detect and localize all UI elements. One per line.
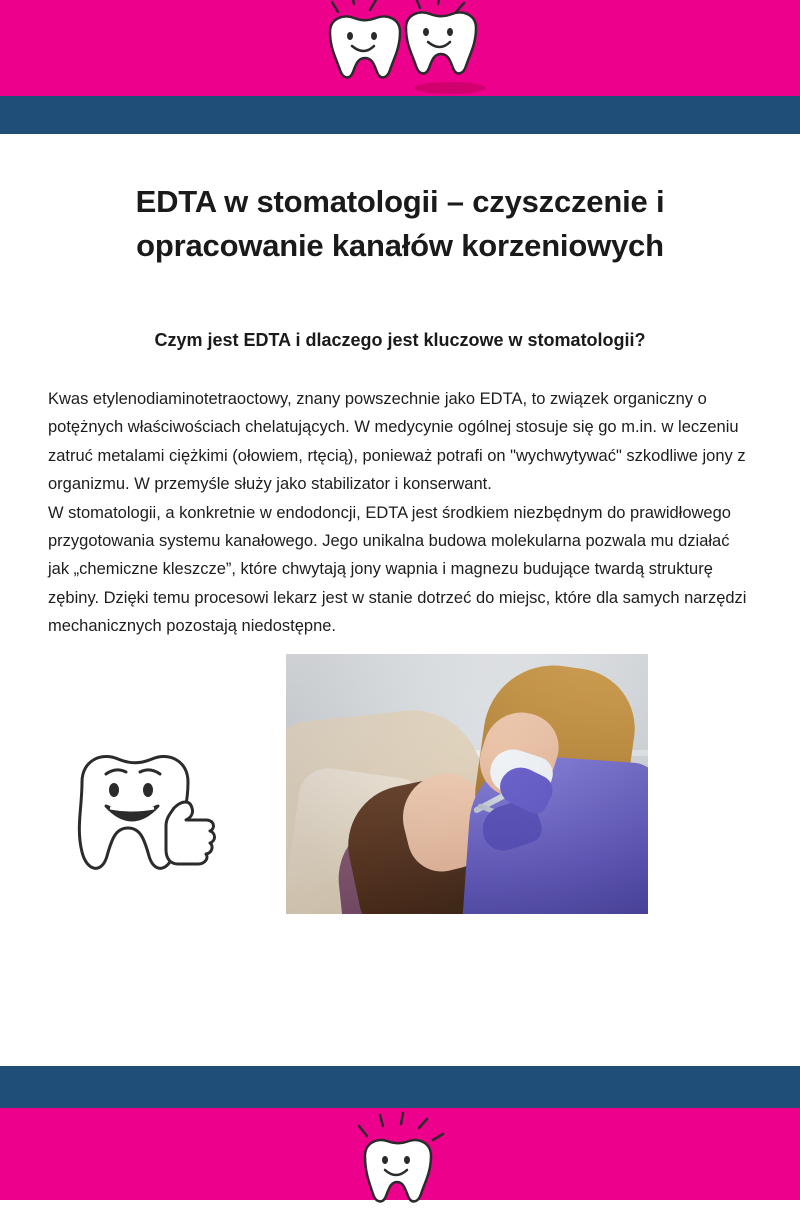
smiling-tooth-thumbs-up-icon	[66, 734, 226, 914]
two-happy-teeth-icon	[310, 0, 490, 104]
footer-pink-banner	[0, 1108, 800, 1200]
happy-tooth-icon	[345, 1110, 455, 1208]
dentist-treating-patient-photo	[286, 654, 648, 914]
photo-lighting-overlay	[286, 654, 648, 914]
page-title: EDTA w stomatologii – czyszczenie i opracowanie kanałów korzeniowych	[135, 184, 665, 264]
section-subtitle: Czym jest EDTA i dlaczego jest kluczowe w stomatologii?	[154, 330, 646, 351]
footer-blue-bar	[0, 1066, 800, 1108]
paragraph-1: Kwas etylenodiaminotetraoctowy, znany powszechnie jako EDTA, to związek organiczny o potężnych właściwościach chelatujących. W medycynie ogólnej stosuje się go m.in. w leczeniu zatruć metalami ciężkimi (ołowiem, rtęcią), ponieważ potrafi on "wychwytywać" szkodliwe jony z organizmu. W przemyśle służy jako stabilizator i konserwant.	[48, 390, 746, 494]
article-body	[48, 385, 752, 640]
article-content	[0, 134, 800, 1066]
figure-row	[48, 654, 752, 914]
paragraph-2: W stomatologii, a konkretnie w endodoncji, EDTA jest środkiem niezbędnym do prawidłowego przygotowania systemu kanałowego. Jego unikalna budowa molekularna pozwala mu działać jak „chemiczne kleszcze”, które chwytają jony wapnia i magnezu budujące twardą strukturę zębiny. Dzięki temu procesowi lekarz jest w stanie dotrzeć do miejsc, które dla samych narzędzi mechanicznych pozostają niedostępne.	[48, 503, 747, 636]
header-pink-banner	[0, 0, 800, 96]
